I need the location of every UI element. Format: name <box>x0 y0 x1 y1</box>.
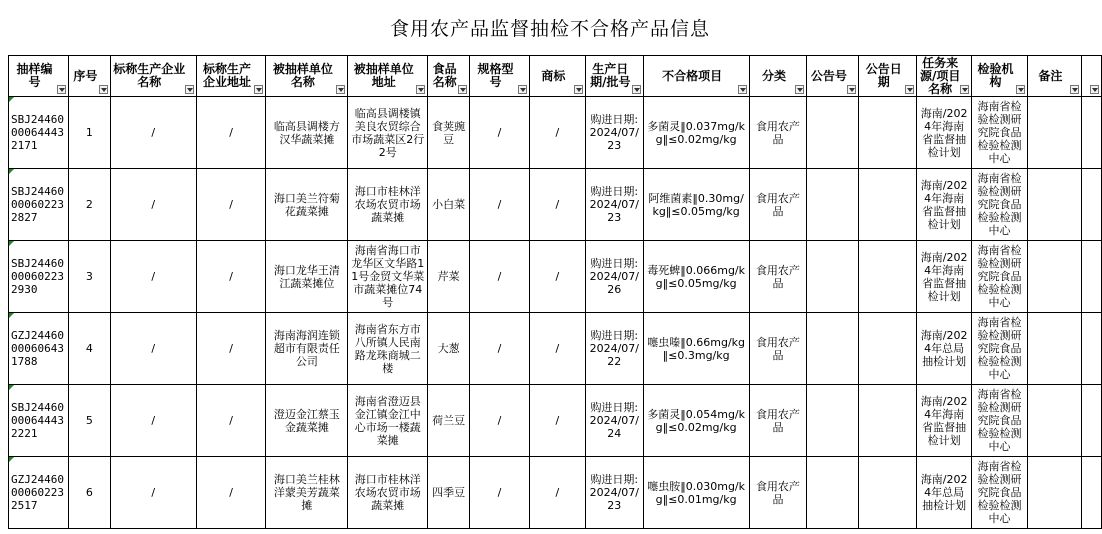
cell-sample-no[interactable]: SBJ24460000644432171 <box>9 97 69 169</box>
filter-dropdown-icon[interactable] <box>574 85 583 94</box>
cell-date[interactable]: 购进日期:2024/07/23 <box>585 169 643 241</box>
cell-category[interactable]: 食用农产品 <box>749 313 807 385</box>
filter-dropdown-icon[interactable] <box>518 85 527 94</box>
cell-seq[interactable]: 6 <box>68 457 110 529</box>
column-header-item <box>643 56 749 97</box>
column-header-category <box>749 56 807 97</box>
cell-food-name[interactable]: 小白菜 <box>428 169 470 241</box>
cell-agency[interactable]: 海南省检验检测研究院食品检验检测中心 <box>972 313 1028 385</box>
table-row <box>9 457 1102 529</box>
column-header-label: 生产日期/批号 <box>590 62 631 89</box>
cell-mfr-addr[interactable]: / <box>196 241 266 313</box>
cell-seq[interactable]: 5 <box>68 385 110 457</box>
cell-extra[interactable] <box>1081 97 1101 169</box>
cell-seq[interactable]: 2 <box>68 169 110 241</box>
column-header-label: 被抽样单位地址 <box>353 62 414 89</box>
filter-dropdown-icon[interactable] <box>254 85 263 94</box>
cell-notice-no[interactable] <box>807 385 859 457</box>
cell-unit-addr[interactable]: 海南省海口市龙华区文华路11号金贸文华菜市蔬菜摊位74号 <box>348 241 428 313</box>
filter-dropdown-icon[interactable] <box>1090 85 1099 94</box>
filter-dropdown-icon[interactable] <box>458 85 467 94</box>
filter-dropdown-icon[interactable] <box>1016 85 1025 94</box>
cell-category[interactable]: 食用农产品 <box>749 457 807 529</box>
cell-item[interactable]: 阿维菌素‖0.30mg/kg‖≤0.05mg/kg <box>643 169 749 241</box>
cell-date[interactable]: 购进日期:2024/07/24 <box>585 385 643 457</box>
cell-seq[interactable]: 1 <box>68 97 110 169</box>
column-header-label: 不合格项目 <box>662 68 723 83</box>
column-header-remark <box>1027 56 1081 97</box>
column-header-brand <box>529 56 585 97</box>
cell-extra[interactable] <box>1081 313 1101 385</box>
cell-date[interactable]: 购进日期:2024/07/22 <box>585 313 643 385</box>
header-row <box>9 56 1102 97</box>
cell-unit-name[interactable]: 海口美兰桂林洋蒙美芳蔬菜摊 <box>266 457 348 529</box>
cell-brand[interactable]: / <box>529 169 585 241</box>
cell-unit-addr[interactable]: 临高县调楼镇美良农贸综合市场蔬菜区2行2号 <box>348 97 428 169</box>
filter-dropdown-icon[interactable] <box>905 85 914 94</box>
cell-sample-no[interactable]: SBJ24460000602232930 <box>9 241 69 313</box>
cell-mfr-name[interactable]: / <box>110 385 196 457</box>
cell-remark[interactable] <box>1027 385 1081 457</box>
filter-dropdown-icon[interactable] <box>960 85 969 94</box>
cell-notice-date[interactable] <box>859 313 917 385</box>
cell-spec[interactable]: / <box>470 97 530 169</box>
filter-dropdown-icon[interactable] <box>416 85 425 94</box>
cell-mfr-name[interactable]: / <box>110 457 196 529</box>
filter-dropdown-icon[interactable] <box>738 85 747 94</box>
cell-date[interactable]: 购进日期:2024/07/23 <box>585 97 643 169</box>
cell-category[interactable]: 食用农产品 <box>749 97 807 169</box>
cell-sample-no[interactable]: GZJ24460000606431788 <box>9 313 69 385</box>
cell-remark[interactable] <box>1027 241 1081 313</box>
cell-extra[interactable] <box>1081 241 1101 313</box>
cell-spec[interactable]: / <box>470 385 530 457</box>
cell-agency[interactable]: 海南省检验检测研究院食品检验检测中心 <box>972 385 1028 457</box>
column-header-label: 分类 <box>761 68 786 83</box>
cell-task[interactable]: 海南/2024年总局抽检计划 <box>917 313 972 385</box>
cell-unit-addr[interactable]: 海口市桂林洋农场农贸市场蔬菜摊 <box>348 457 428 529</box>
cell-sample-no[interactable]: SBJ24460000644432221 <box>9 385 69 457</box>
cell-notice-no[interactable] <box>807 169 859 241</box>
column-header-label: 标称生产企业地址 <box>203 62 252 89</box>
cell-brand[interactable]: / <box>529 241 585 313</box>
cell-notice-no[interactable] <box>807 97 859 169</box>
cell-notice-no[interactable] <box>807 241 859 313</box>
column-header-extra <box>1081 56 1101 97</box>
filter-dropdown-icon[interactable] <box>847 85 856 94</box>
column-header-agency <box>972 56 1028 97</box>
cell-spec[interactable]: / <box>470 313 530 385</box>
cell-extra[interactable] <box>1081 457 1101 529</box>
column-header-spec <box>470 56 530 97</box>
cell-notice-date[interactable] <box>859 241 917 313</box>
cell-seq[interactable]: 4 <box>68 313 110 385</box>
cell-task[interactable]: 海南/2024年海南省监督抽检计划 <box>917 169 972 241</box>
cell-category[interactable]: 食用农产品 <box>749 169 807 241</box>
cell-brand[interactable]: / <box>529 313 585 385</box>
cell-extra[interactable] <box>1081 169 1101 241</box>
cell-brand[interactable]: / <box>529 457 585 529</box>
cell-mfr-name[interactable]: / <box>110 97 196 169</box>
cell-mfr-name[interactable]: / <box>110 241 196 313</box>
cell-task[interactable]: 海南/2024年海南省监督抽检计划 <box>917 97 972 169</box>
table-row <box>9 97 1102 169</box>
cell-item[interactable]: 噻虫嗪‖0.66mg/kg‖≤0.3mg/kg <box>643 313 749 385</box>
column-header-label: 序号 <box>73 68 98 83</box>
column-header-sample-no <box>9 56 69 97</box>
column-header-seq <box>68 56 110 97</box>
cell-date[interactable]: 购进日期:2024/07/26 <box>585 241 643 313</box>
cell-task[interactable]: 海南/2024年总局抽检计划 <box>917 457 972 529</box>
cell-extra[interactable] <box>1081 385 1101 457</box>
cell-sample-no[interactable]: GZJ24460000602232517 <box>9 457 69 529</box>
column-header-label: 任务来源/项目名称 <box>919 55 961 96</box>
title-row <box>0 0 1102 55</box>
data-table <box>8 55 1102 529</box>
cell-item[interactable]: 噻虫胺‖0.030mg/kg‖≤0.01mg/kg <box>643 457 749 529</box>
table-row <box>9 385 1102 457</box>
cell-seq[interactable]: 3 <box>68 241 110 313</box>
cell-mfr-addr[interactable]: / <box>196 97 266 169</box>
cell-agency[interactable]: 海南省检验检测研究院食品检验检测中心 <box>972 169 1028 241</box>
cell-unit-addr[interactable]: 海南省澄迈县金江镇金江中心市场一楼蔬菜摊 <box>348 385 428 457</box>
cell-spec[interactable]: / <box>470 241 530 313</box>
cell-food-name[interactable]: 荷兰豆 <box>428 385 470 457</box>
column-header-label: 公告号 <box>810 68 847 83</box>
cell-remark[interactable] <box>1027 169 1081 241</box>
cell-unit-name[interactable]: 海口龙华王清江蔬菜摊位 <box>266 241 348 313</box>
cell-mfr-addr[interactable]: / <box>196 457 266 529</box>
cell-unit-name[interactable]: 临高县调楼方汉华蔬菜摊 <box>266 97 348 169</box>
cell-category[interactable]: 食用农产品 <box>749 241 807 313</box>
cell-spec[interactable]: / <box>470 457 530 529</box>
cell-sample-no[interactable]: SBJ24460000602232827 <box>9 169 69 241</box>
column-header-label: 商标 <box>541 68 566 83</box>
cell-food-name[interactable]: 食荚豌豆 <box>428 97 470 169</box>
column-header-food-name <box>428 56 470 97</box>
filter-dropdown-icon[interactable] <box>185 85 194 94</box>
filter-dropdown-icon[interactable] <box>1070 85 1079 94</box>
cell-spec[interactable]: / <box>470 169 530 241</box>
cell-notice-date[interactable] <box>859 385 917 457</box>
filter-dropdown-icon[interactable] <box>795 85 804 94</box>
filter-dropdown-icon[interactable] <box>336 85 345 94</box>
cell-item[interactable]: 毒死蜱‖0.066mg/kg‖≤0.05mg/kg <box>643 241 749 313</box>
column-header-date <box>585 56 643 97</box>
cell-unit-name[interactable]: 海南海润连锁超市有限责任公司 <box>266 313 348 385</box>
cell-agency[interactable]: 海南省检验检测研究院食品检验检测中心 <box>972 457 1028 529</box>
cell-agency[interactable]: 海南省检验检测研究院食品检验检测中心 <box>972 241 1028 313</box>
column-header-label: 标称生产企业名称 <box>113 62 186 89</box>
cell-notice-no[interactable] <box>807 457 859 529</box>
column-header-label: 被抽样单位名称 <box>272 62 333 89</box>
cell-mfr-addr[interactable]: / <box>196 169 266 241</box>
cell-unit-addr[interactable]: 海南省东方市八所镇人民南路龙珠商城二楼 <box>348 313 428 385</box>
cell-unit-name[interactable]: 澄迈金江蔡玉金蔬菜摊 <box>266 385 348 457</box>
sheet-title: 食用农产品监督抽检不合格产品信息 <box>389 18 710 40</box>
cell-item[interactable]: 多菌灵‖0.037mg/kg‖≤0.02mg/kg <box>643 97 749 169</box>
cell-food-name[interactable]: 四季豆 <box>428 457 470 529</box>
table-row <box>9 241 1102 313</box>
column-header-label: 检验机构 <box>977 62 1014 89</box>
cell-remark[interactable] <box>1027 313 1081 385</box>
column-header-notice-date <box>859 56 917 97</box>
cell-mfr-name[interactable]: / <box>110 169 196 241</box>
cell-agency[interactable]: 海南省检验检测研究院食品检验检测中心 <box>972 97 1028 169</box>
cell-remark[interactable] <box>1027 97 1081 169</box>
column-header-unit-addr <box>348 56 428 97</box>
cell-remark[interactable] <box>1027 457 1081 529</box>
table-row <box>9 313 1102 385</box>
column-header-label: 抽样编号 <box>16 62 53 89</box>
cell-brand[interactable]: / <box>529 97 585 169</box>
cell-mfr-name[interactable]: / <box>110 313 196 385</box>
column-header-task <box>917 56 972 97</box>
column-header-unit-name <box>266 56 348 97</box>
cell-notice-date[interactable] <box>859 457 917 529</box>
column-header-label: 规格型号 <box>477 62 514 89</box>
column-header-label: 备注 <box>1038 68 1063 83</box>
column-header-notice-no <box>807 56 859 97</box>
cell-mfr-addr[interactable]: / <box>196 385 266 457</box>
cell-notice-no[interactable] <box>807 313 859 385</box>
table-row <box>9 169 1102 241</box>
cell-task[interactable]: 海南/2024年海南省监督抽检计划 <box>917 385 972 457</box>
cell-notice-date[interactable] <box>859 169 917 241</box>
cell-food-name[interactable]: 芹菜 <box>428 241 470 313</box>
column-header-label: 食品名称 <box>432 62 457 89</box>
cell-unit-name[interactable]: 海口美兰符菊花蔬菜摊 <box>266 169 348 241</box>
cell-date[interactable]: 购进日期:2024/07/23 <box>585 457 643 529</box>
filter-dropdown-icon[interactable] <box>99 85 108 94</box>
column-header-mfr-addr <box>196 56 266 97</box>
cell-food-name[interactable]: 大葱 <box>428 313 470 385</box>
filter-dropdown-icon[interactable] <box>632 85 641 94</box>
cell-task[interactable]: 海南/2024年海南省监督抽检计划 <box>917 241 972 313</box>
cell-brand[interactable]: / <box>529 385 585 457</box>
cell-mfr-addr[interactable]: / <box>196 313 266 385</box>
column-header-mfr-name <box>110 56 196 97</box>
column-header-label: 公告日期 <box>865 62 902 89</box>
cell-item[interactable]: 多菌灵‖0.054mg/kg‖≤0.02mg/kg <box>643 385 749 457</box>
filter-dropdown-icon[interactable] <box>57 85 66 94</box>
cell-unit-addr[interactable]: 海口市桂林洋农场农贸市场蔬菜摊 <box>348 169 428 241</box>
cell-category[interactable]: 食用农产品 <box>749 385 807 457</box>
cell-notice-date[interactable] <box>859 97 917 169</box>
